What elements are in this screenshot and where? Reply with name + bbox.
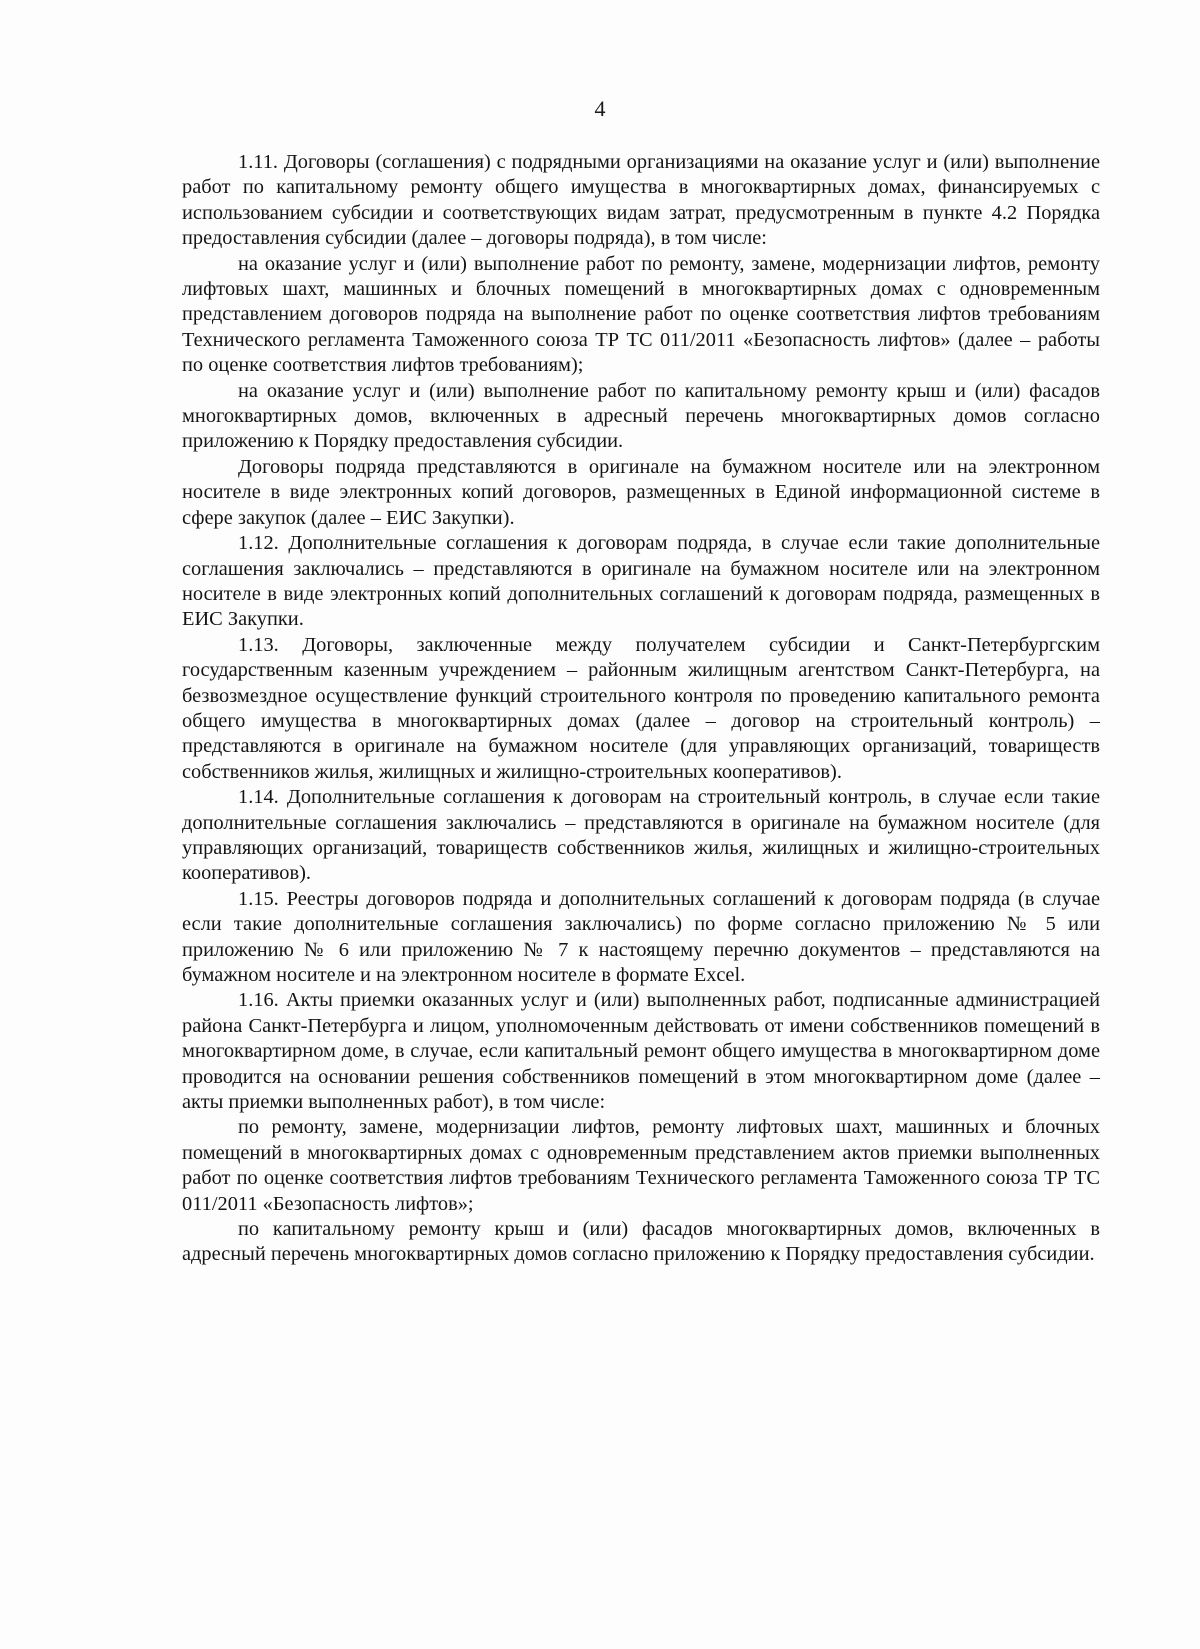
page-number: 4: [594, 96, 606, 121]
paragraph-acts-lifts: по ремонту, замене, модернизации лифтов, ремонту лифтовых шахт, машинных и блочных помещений в многоквартирных домах с одновременным представлением актов приемки выполненных работ по оценке соответствия лифтов требованиям Технического регламента Таможенного союза ТР ТС 011/2011 «Безопасность лифтов»;: [182, 1116, 1100, 1215]
paragraph-acts-roofs: по капитальному ремонту крыш и (или) фасадов многоквартирных домов, включенных в адресный перечень многоквартирных домов согласно приложению к Порядку предоставления субсидии.: [182, 1218, 1100, 1266]
paragraph-1-14: 1.14. Дополнительные соглашения к договорам на строительный контроль, в случае если такие дополнительные соглашения заключались – представляются в оригинале на бумажном носителе (для управляющих организаций, товариществ собственников жилья, жилищных и жилищно-строительных кооперативов).: [182, 786, 1100, 885]
paragraph-1-13: 1.13. Договоры, заключенные между получателем субсидии и Санкт-Петербургским государственным казенным учреждением – районным жилищным агентством Санкт-Петербурга, на безвозмездное осуществление функций строительного контроля по проведению капитального ремонта общего имущества в многоквартирных домах (далее – договор на строительный контроль) – представляются в оригинале на бумажном носителе (для управляющих организаций, товариществ собственников жилья, жилищных и жилищно-строительных кооперативов).: [182, 633, 1100, 783]
document-body: [182, 150, 1100, 1268]
paragraph-1-12: 1.12. Дополнительные соглашения к договорам подряда, в случае если такие дополнительные соглашения заключались – представляются в оригинале на бумажном носителе или на электронном носителе в виде электронных копий дополнительных соглашений к договорам подряда, размещенных в ЕИС Закупки.: [182, 532, 1100, 631]
paragraph-1-11: 1.11. Договоры (соглашения) с подрядными организациями на оказание услуг и (или) выполнение работ по капитальному ремонту общего имущества в многоквартирных домах, финансируемых с использованием субсидии и соответствующих видам затрат, предусмотренным в пункте 4.2 Порядка предоставления субсидии (далее – договоры подряда), в том числе:: [182, 151, 1100, 250]
paragraph-lifts: на оказание услуг и (или) выполнение работ по ремонту, замене, модернизации лифтов, ремонту лифтовых шахт, машинных и блочных помещений в многоквартирных домах с одновременным представлением договоров подряда на выполнение работ по оценке соответствия лифтов требованиям Технического регламента Таможенного союза ТР ТС 011/2011 «Безопасность лифтов» (далее – работы по оценке соответствия лифтов требованиям);: [182, 252, 1100, 377]
paragraph-1-15: 1.15. Реестры договоров подряда и дополнительных соглашений к договорам подряда (в случае если такие дополнительные соглашения заключались) по форме согласно приложению № 5 или приложению № 6 или приложению № 7 к настоящему перечню документов – представляются на бумажном носителе и на электронном носителе в формате Excel.: [182, 887, 1100, 986]
paragraph-roofs-facades: на оказание услуг и (или) выполнение работ по капитальному ремонту крыш и (или) фасадов многоквартирных домов, включенных в адресный перечень многоквартирных домов согласно приложению к Порядку предоставления субсидии.: [182, 379, 1100, 453]
paragraph-1-16: 1.16. Акты приемки оказанных услуг и (или) выполненных работ, подписанные администрацией района Санкт-Петербурга и лицом, уполномоченным действовать от имени собственников помещений в многоквартирном доме, в случае, если капитальный ремонт общего имущества в многоквартирном доме проводится на основании решения собственников помещений в этом многоквартирном доме (далее – акты приемки выполненных работ), в том числе:: [182, 989, 1100, 1114]
paragraph-contracts-submission: Договоры подряда представляются в оригинале на бумажном носителе или на электронном носителе в виде электронных копий договоров, размещенных в Единой информационной системе в сфере закупок (далее – ЕИС Закупки).: [182, 455, 1100, 529]
